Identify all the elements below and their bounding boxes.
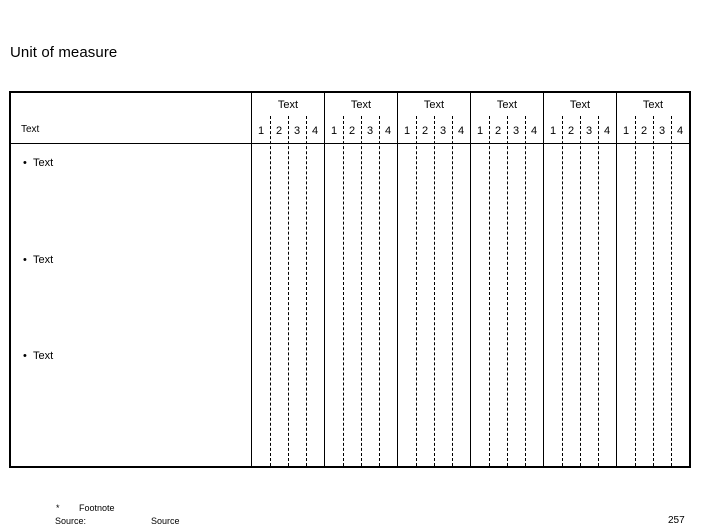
column-group-label: Text	[642, 99, 664, 111]
sub-column-divider	[416, 116, 417, 466]
sub-column-label: 3	[512, 125, 520, 137]
sub-column-divider	[379, 116, 380, 466]
column-group	[251, 93, 324, 466]
sub-column-label: 2	[640, 125, 648, 137]
sub-column-label: 1	[257, 125, 265, 137]
row-header-label: Text	[21, 124, 40, 135]
column-group-label: Text	[350, 99, 372, 111]
sub-column-label: 4	[530, 125, 538, 137]
sub-column-label: 1	[476, 125, 484, 137]
column-group	[543, 93, 616, 466]
sub-column-divider	[580, 116, 581, 466]
sub-column-divider	[598, 116, 599, 466]
bullet-icon: •	[23, 157, 27, 169]
sub-column-label: 2	[348, 125, 356, 137]
sub-column-label: 2	[421, 125, 429, 137]
data-table	[9, 91, 691, 468]
column-group	[324, 93, 397, 466]
sub-column-divider	[306, 116, 307, 466]
sub-column-divider	[434, 116, 435, 466]
sub-column-divider	[489, 116, 490, 466]
sub-column-label: 3	[439, 125, 447, 137]
sub-column-label: 1	[403, 125, 411, 137]
column-group-label: Text	[423, 99, 445, 111]
sub-column-divider	[653, 116, 654, 466]
column-group	[397, 93, 470, 466]
footnote-marker: *	[56, 503, 60, 513]
sub-column-divider	[270, 116, 271, 466]
page-title: Unit of measure	[10, 44, 118, 61]
sub-column-label: 3	[366, 125, 374, 137]
sub-column-label: 1	[330, 125, 338, 137]
sub-column-divider	[452, 116, 453, 466]
sub-column-divider	[288, 116, 289, 466]
sub-column-label: 3	[658, 125, 666, 137]
sub-column-label: 2	[494, 125, 502, 137]
sub-column-label: 4	[603, 125, 611, 137]
sub-column-label: 4	[676, 125, 684, 137]
sub-column-divider	[562, 116, 563, 466]
bullet-icon: •	[23, 254, 27, 266]
sub-column-divider	[635, 116, 636, 466]
column-group-label: Text	[496, 99, 518, 111]
sub-column-label: 1	[549, 125, 557, 137]
column-group	[470, 93, 543, 466]
sub-column-divider	[671, 116, 672, 466]
footnote-text: Footnote	[79, 503, 115, 513]
column-grid	[251, 93, 689, 466]
sub-column-label: 3	[293, 125, 301, 137]
sub-column-label: 1	[622, 125, 630, 137]
sub-column-label: 2	[567, 125, 575, 137]
bullet-item: • Text	[23, 157, 54, 169]
source-label: Source:	[55, 516, 87, 526]
bullet-item: • Text	[23, 254, 54, 266]
sub-column-divider	[507, 116, 508, 466]
sub-column-divider	[361, 116, 362, 466]
column-group	[616, 93, 689, 466]
sub-column-divider	[525, 116, 526, 466]
column-group-label: Text	[277, 99, 299, 111]
sub-column-label: 4	[384, 125, 392, 137]
column-group-label: Text	[569, 99, 591, 111]
sub-column-label: 4	[311, 125, 319, 137]
source-text: Source	[151, 516, 180, 526]
bullet-item: • Text	[23, 350, 54, 362]
sub-column-label: 2	[275, 125, 283, 137]
sub-column-divider	[343, 116, 344, 466]
sub-column-label: 4	[457, 125, 465, 137]
page-number: 257	[668, 515, 685, 526]
bullet-icon: •	[23, 350, 27, 362]
sub-column-label: 3	[585, 125, 593, 137]
